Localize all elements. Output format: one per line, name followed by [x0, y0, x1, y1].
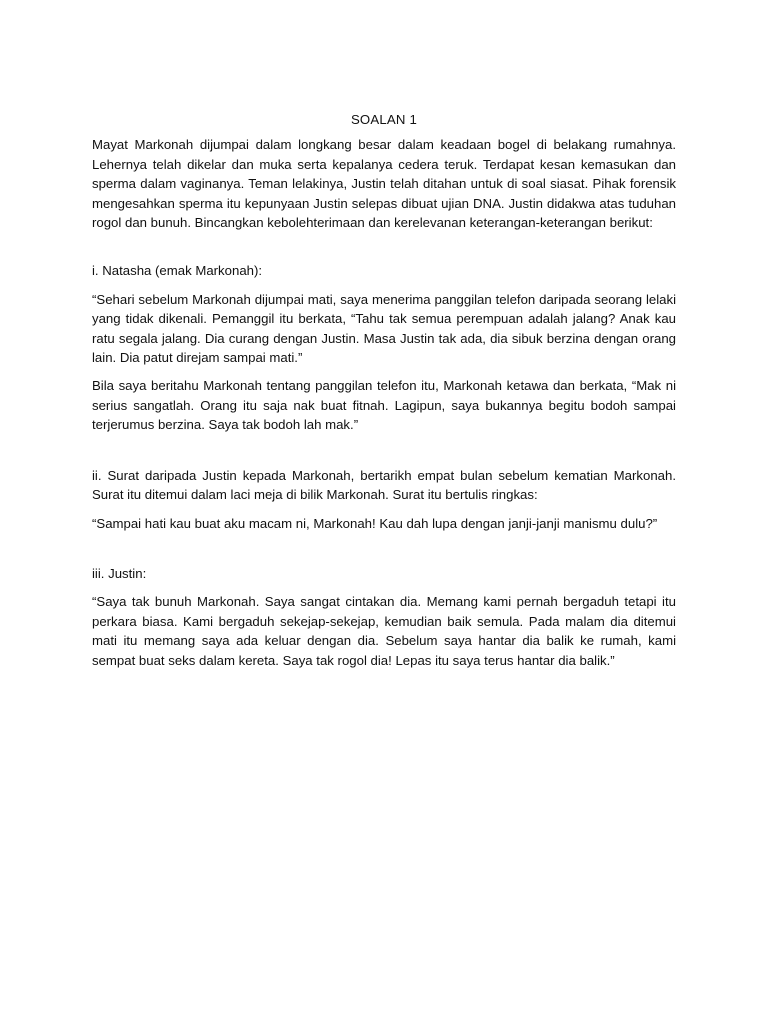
- section-1-followup: Bila saya beritahu Markonah tentang panggilan telefon itu, Markonah ketawa dan berkata, “Mak ni serius sangatlah. Orang itu saja nak buat fitnah. Lagipun, saya bukannya begitu bodoh sampai terjerumus berzina. Saya tak bodoh lah mak.”: [92, 378, 676, 433]
- document-title: SOALAN 1: [350, 112, 418, 127]
- document-page: [92, 110, 676, 670]
- section-3-quote: “Saya tak bunuh Markonah. Saya sangat cintakan dia. Memang kami pernah bergaduh tetapi itu perkara biasa. Kami bergaduh sekejap-sekejap, kemudian baik semula. Pada malam dia ditemui mati itu memang saya ada keluar dengan dia. Sebelum saya hantar dia balik ke rumah, kami sempat buat seks dalam kereta. Saya tak rogol dia! Lepas itu saya terus hantar dia balik.”: [92, 594, 676, 668]
- section-1-heading: i. Natasha (emak Markonah):: [92, 263, 263, 279]
- section-2-quote: “Sampai hati kau buat aku macam ni, Markonah! Kau dah lupa dengan janji-janji manismu dulu?”: [92, 515, 658, 531]
- section-1-quote: “Sehari sebelum Markonah dijumpai mati, saya menerima panggilan telefon daripada seorang lelaki yang tidak dikenali. Pemanggil itu berkata, “Tahu tak semua perempuan adalah jalang? Anak kau ratu segala jalang. Dia curang dengan Justin. Masa Justin tak ada, dia sibuk berzina dengan orang lain. Dia patut direjam sampai mati.”: [92, 291, 676, 366]
- intro-paragraph: Mayat Markonah dijumpai dalam longkang besar dalam keadaan bogel di belakang rumahnya. Lehernya telah dikelar dan muka serta kepalanya cedera teruk. Terdapat kesan kemasukan dan sperma dalam vaginanya. Teman lelakinya, Justin telah ditahan untuk di soal siasat. Pihak forensik mengesahkan sperma itu kepunyaan Justin selepas dibuat ujian DNA. Justin didakwa atas tuduhan rogol dan bunuh. Bincangkan kebolehterimaan dan kerelevanan keterangan-keterangan berikut:: [92, 137, 676, 231]
- section-2-heading: ii. Surat daripada Justin kepada Markonah, bertarikh empat bulan sebelum kematian Markonah. Surat itu ditemui dalam laci meja di bilik Markonah. Surat itu bertulis ringkas:: [92, 467, 676, 503]
- section-3-heading: iii. Justin:: [92, 565, 147, 581]
